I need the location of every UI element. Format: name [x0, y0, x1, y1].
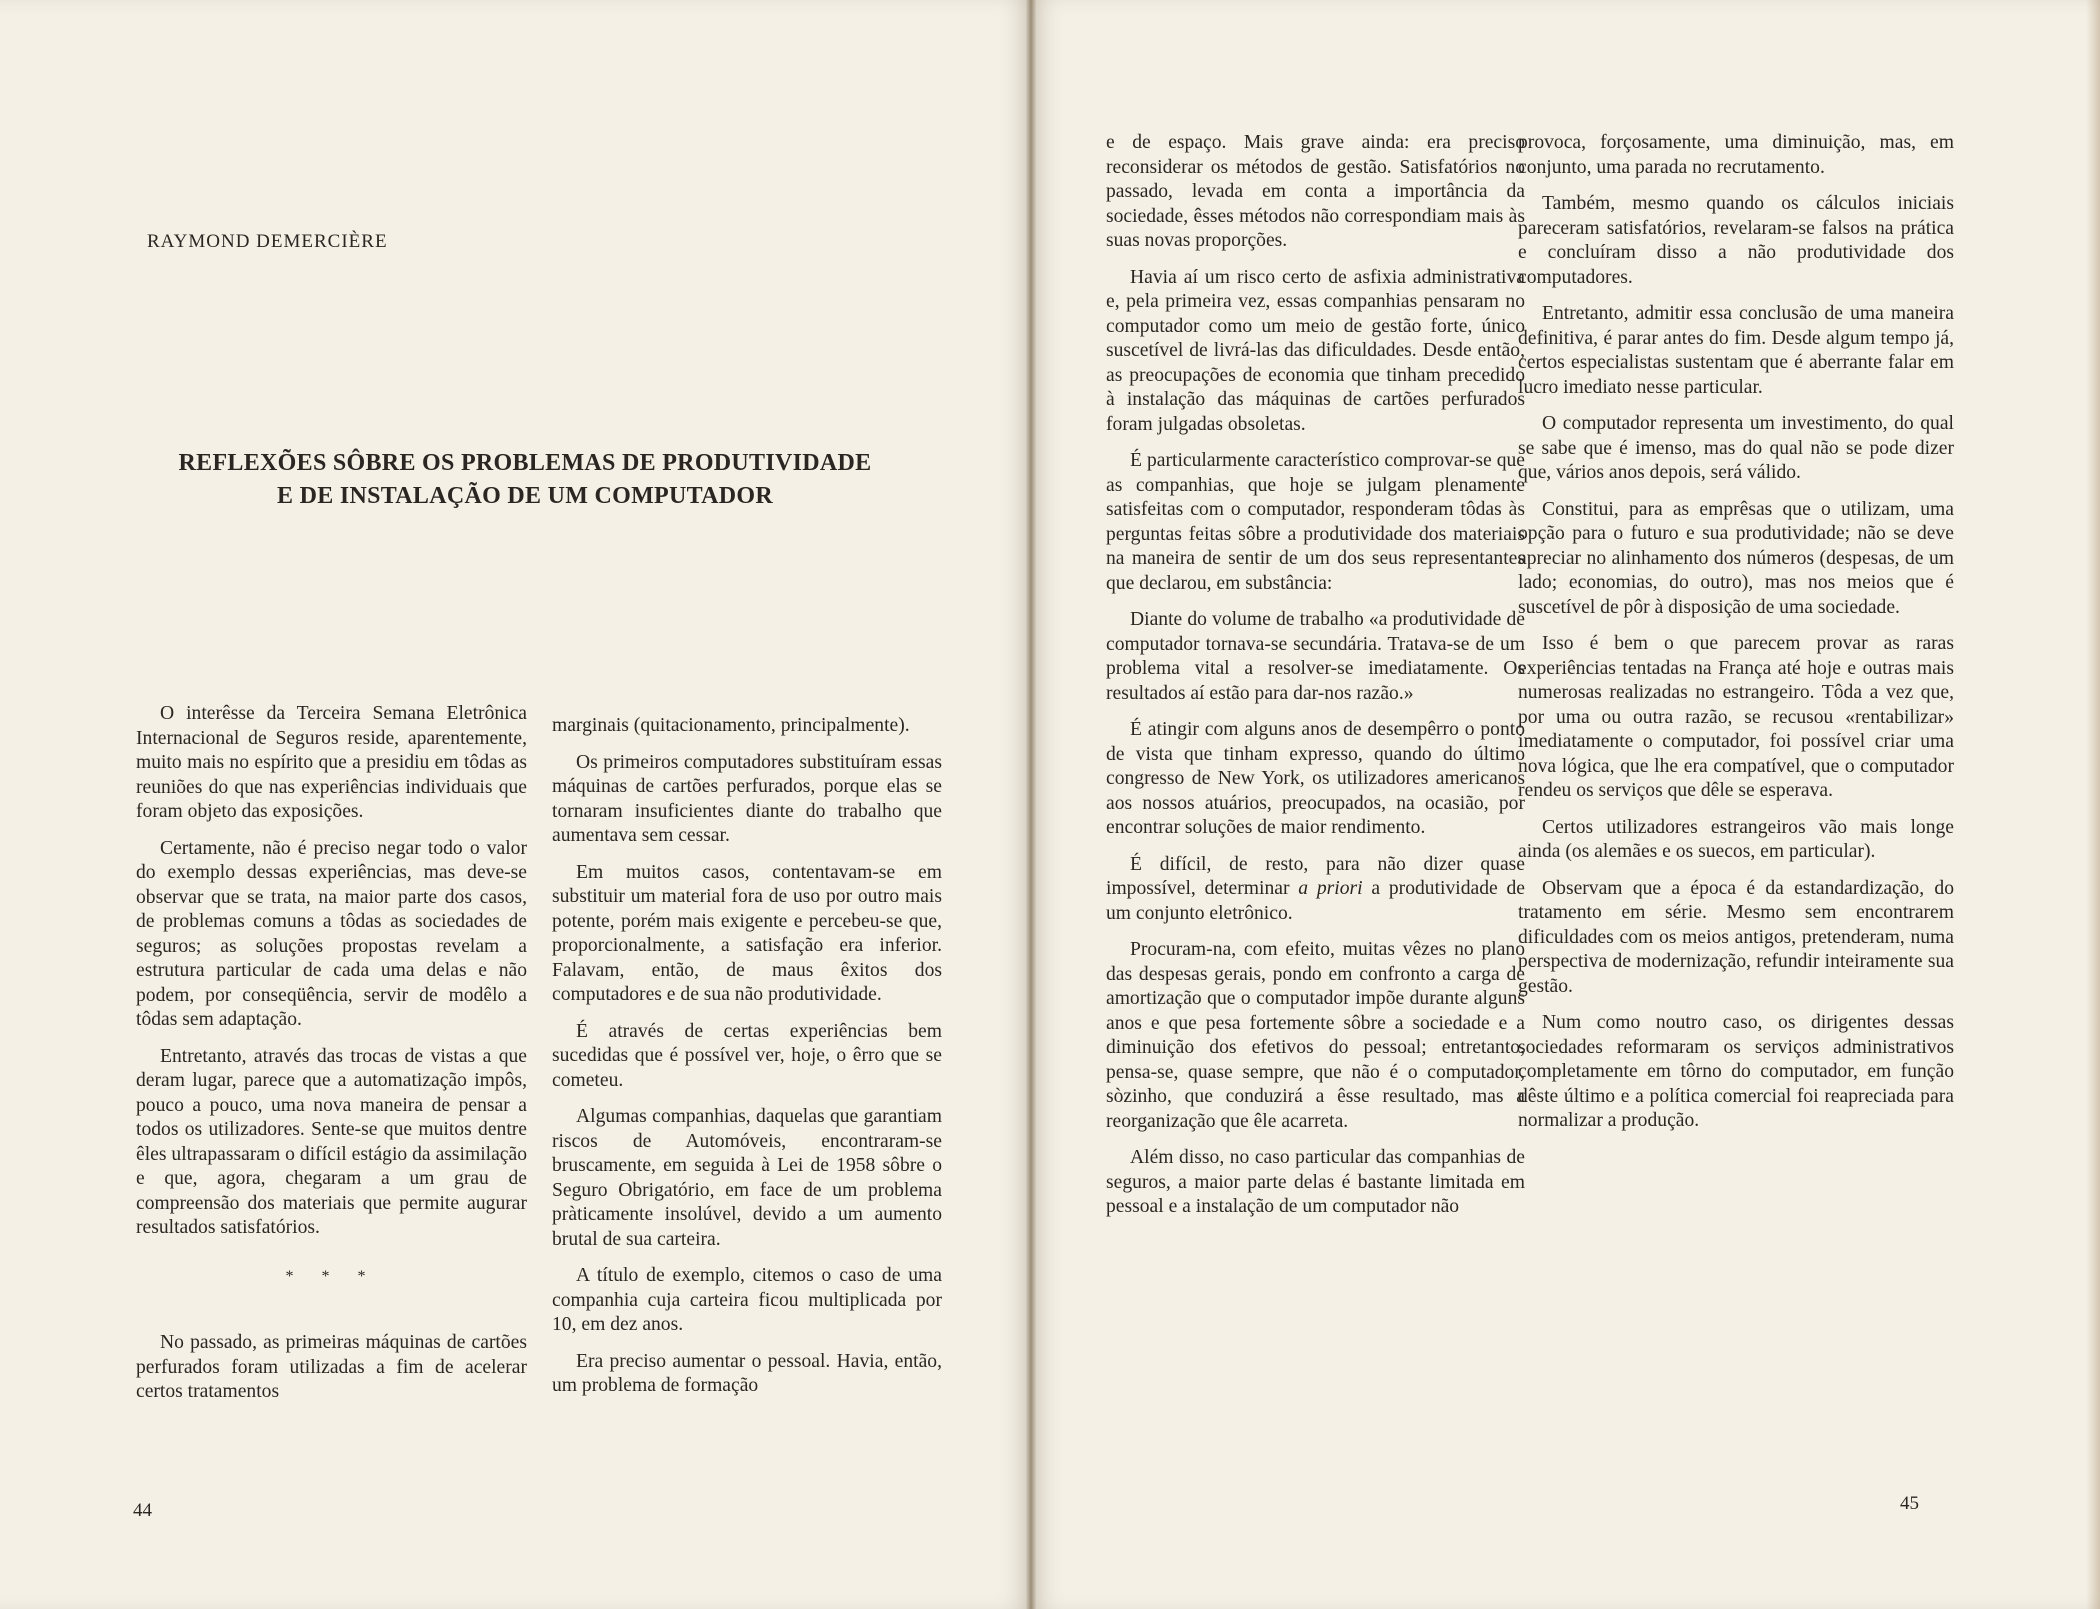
article-title-line-2: E DE INSTALAÇÃO DE UM COMPUTADOR	[276, 483, 774, 509]
paragraph: É particularmente característico comprovar-se que as companhias, que hoje se julgam plenamente satisfeitas com o computador, responderam tôdas às perguntas feitas sôbre a produtividade dos materiais na maneira de sentir de um dos seus representantes que declarou, em substância:	[1106, 450, 1525, 594]
paragraph: Certamente, não é preciso negar todo o valor do exemplo dessas experiências, mas deve-se observar que se trata, na maior parte dos casos, de problemas comuns a tôdas as sociedades de seguros; as soluções propostas revelam a estrutura particular de cada uma delas e não podem, por conseqüência, servir de modêlo a tôdas sem adaptação.	[136, 837, 527, 1030]
paragraph: marginais (quitacionamento, principalmente).	[552, 715, 910, 736]
paragraph-text: a produtividade de um conjunto eletrônico.	[1106, 878, 1525, 924]
paragraph: Diante do volume de trabalho «a produtividade de computador tornava-se secundária. Tratava-se de um problema vital a resolver-se imediatamente. Os resultados aí estão para dar-nos razão.»	[1106, 609, 1525, 704]
left-column-2	[552, 714, 942, 1411]
page-number-left: 44	[133, 1500, 152, 1521]
page-number-right: 45	[1900, 1493, 1919, 1514]
paragraph: Algumas companhias, daquelas que garantiam riscos de Automóveis, encontraram-se bruscamente, em seguida à Lei de 1958 sôbre o Seguro Obrigatório, em face de um problema pràticamente insolúvel, devido a um aumento brutal de sua carteira.	[552, 1106, 942, 1250]
book-spine	[1026, 0, 1036, 1609]
paragraph: Em muitos casos, contentavam-se em substituir um material fora de uso por outro mais potente, porém mais exigente e percebeu-se que, proporcionalmente, a satisfação era inferior. Falavam, então, de maus êxitos dos computadores e de sua não produtividade.	[552, 861, 942, 1005]
right-column-1	[1106, 131, 1525, 1232]
paragraph: provoca, forçosamente, uma diminuição, mas, em conjunto, uma parada no recrutamento.	[1518, 132, 1954, 178]
article-title-line-1: REFLEXÕES SÔBRE OS PROBLEMAS DE PRODUTIVIDADE	[178, 450, 872, 476]
paragraph: Certos utilizadores estrangeiros vão mais longe ainda (os alemães e os suecos, em particular).	[1518, 816, 1954, 862]
page-edge-shadow	[2086, 0, 2100, 1609]
paragraph: Havia aí um risco certo de asfixia administrativa e, pela primeira vez, essas companhias pensaram no computador como um meio de gestão forte, único suscetível de livrá-las das dificuldades. Desde então, as preocupações de economia que tinham precedido à instalação das máquinas de cartões perfurados foram julgadas obsoletas.	[1106, 266, 1525, 435]
paragraph: É através de certas experiências bem sucedidas que é possível ver, hoje, o êrro que se cometeu.	[552, 1020, 942, 1091]
paragraph: Constitui, para as emprêsas que o utilizam, uma opção para o futuro e sua produtividade; não se deve apreciar no alinhamento dos números (despesas, de um lado; economias, do outro), mas nos meios que é suscetível de pôr à disposição de uma sociedade.	[1518, 498, 1954, 618]
paragraph: Isso é bem o que parecem provar as raras experiências tentadas na França até hoje e outras mais numerosas realizadas no estrangeiro. Tôda a vez que, por uma ou outra razão, se recusou «rentabilizar» imediatamente o computador, foi possível criar uma nova lógica, que lhe era compatível, que o computador rendeu os serviços que dêle se esperava.	[1518, 633, 1954, 801]
paragraph: A título de exemplo, citemos o caso de uma companhia cuja carteira ficou multiplicada por 10, em dez anos.	[552, 1265, 942, 1335]
paragraph: Era preciso aumentar o pessoal. Havia, então, um problema de formação	[552, 1350, 942, 1396]
paragraph-text: É difícil, de resto, para não dizer quase impossível, determinar	[1106, 853, 1525, 899]
left-column-1	[136, 702, 527, 1417]
paragraph: Também, mesmo quando os cálculos iniciais pareceram satisfatórios, revelaram-se falsos na prática e concluíram disso a não produtividade dos computadores.	[1518, 193, 1954, 288]
right-column-2	[1518, 131, 1954, 1146]
paragraph: Entretanto, através das trocas de vistas a que deram lugar, parece que a automatização impôs, pouco a pouco, uma nova maneira de pensar a todos os utilizadores. Sente-se que muitos dentre êles ultrapassaram o difícil estágio da assimilação e que, agora, chegaram a um grau de compreensão dos materiais que permite augurar resultados satisfatórios.	[136, 1045, 527, 1238]
author-name: RAYMOND DEMERCIÈRE	[147, 231, 388, 252]
paragraph: Entretanto, admitir essa conclusão de uma maneira definitiva, é parar antes do fim. Desde algum tempo já, certos especialistas sustentam que é aberrante falar em lucro imediato nesse particular.	[1518, 303, 1954, 398]
paragraph: O computador representa um investimento, do qual se sabe que é imenso, mas do qual não se pode dizer que, vários anos depois, será válido.	[1518, 413, 1954, 483]
paragraph: e de espaço. Mais grave ainda: era preciso reconsiderar os métodos de gestão. Satisfatórios no passado, levada em conta a importância da sociedade, êsses métodos não correspondiam mais às suas novas proporções.	[1106, 132, 1525, 251]
section-separator: * * *	[285, 1267, 378, 1285]
paragraph: É atingir com alguns anos de desempêrro o ponto de vista que tinham expresso, quando do último congresso de New York, os utilizadores americanos aos nossos atuários, preocupados, na ocasião, por encontrar soluções de maior rendimento.	[1106, 719, 1525, 838]
article-title	[150, 447, 900, 513]
italic-term: a priori	[1298, 878, 1363, 899]
paragraph: Observam que a época é da estandardização, do tratamento em série. Mesmo sem encontrarem dificuldades com os meios antigos, pretenderam, numa perspectiva de modernização, refundir inteiramente sua gestão.	[1518, 877, 1954, 997]
paragraph	[1106, 853, 1525, 927]
paragraph: Além disso, no caso particular das companhias de seguros, a maior parte delas é bastante limitada em pessoal e a instalação de um computador não	[1106, 1147, 1525, 1217]
right-page	[1031, 0, 2100, 1609]
left-page	[0, 0, 1031, 1609]
paragraph: O interêsse da Terceira Semana Eletrônica Internacional de Seguros reside, aparentemente, muito mais no espírito que a presidiu em tôdas as reuniões do que nas experiências individuais que foram objeto das exposições.	[136, 703, 527, 822]
paragraph: Num como noutro caso, os dirigentes dessas sociedades reformaram os serviços administrativos completamente em tôrno do computador, em função dêste último e a política comercial foi reapreciada para normalizar a produção.	[1518, 1012, 1954, 1131]
paragraph: Procuram-na, com efeito, muitas vêzes no plano das despesas gerais, pondo em confronto a carga de amortização que o computador impõe durante alguns anos e que pesa fortemente sôbre a sociedade e a diminuição dos efetivos do pessoal; entretanto, pensa-se, quase sempre, que não é o computador, sòzinho, que conduzirá a êsse resultado, mas a reorganização que êle acarreta.	[1106, 939, 1525, 1132]
paragraph: Os primeiros computadores substituíram essas máquinas de cartões perfurados, porque elas se tornaram insuficientes diante do trabalho que aumentava sem cessar.	[552, 751, 942, 846]
paragraph: No passado, as primeiras máquinas de cartões perfurados foram utilizadas a fim de acelerar certos tratamentos	[136, 1332, 527, 1402]
